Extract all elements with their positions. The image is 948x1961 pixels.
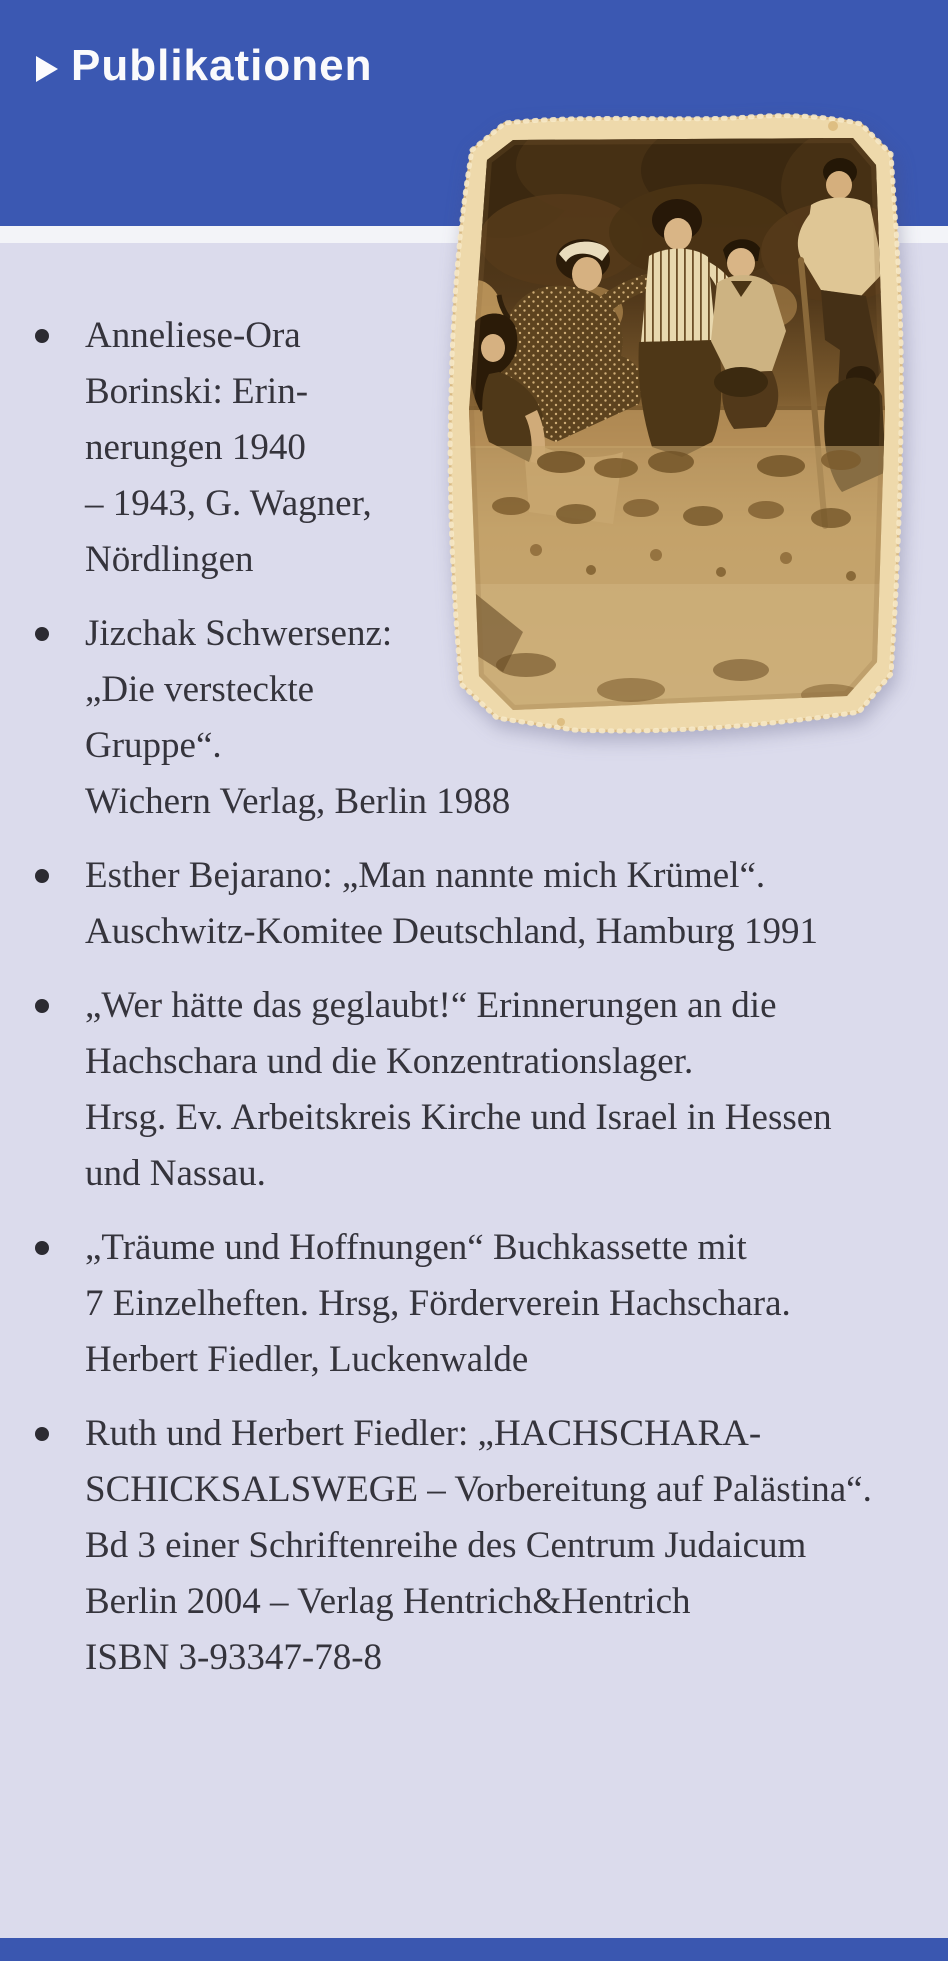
photo-scene (441, 113, 908, 714)
publication-line: Wichern Verlag, Berlin 1988 (85, 781, 511, 822)
publication-line: „Wer hätte das geglaubt!“ Erinnerungen an die (85, 985, 777, 1026)
footer-band (0, 1938, 948, 1961)
bullet-icon (35, 329, 49, 343)
publication-entry (0, 1220, 948, 1388)
group-photograph (441, 110, 908, 740)
publication-line: – 1943, G. Wagner, (85, 483, 372, 524)
publication-line: Bd 3 einer Schriftenreihe des Centrum Judaicum (85, 1525, 807, 1566)
publication-line: 7 Einzelheften. Hrsg, Förderverein Hachschara. (85, 1283, 791, 1324)
publication-line: „Die versteckte (85, 669, 315, 710)
arrow-right-icon (36, 56, 58, 82)
sepia-photo-illustration (441, 110, 908, 740)
publication-line: SCHICKSALSWEGE – Vorbereitung auf Palästina“. (85, 1469, 872, 1510)
publication-text (85, 848, 948, 960)
publication-text (85, 1220, 948, 1388)
publication-line: Hrsg. Ev. Arbeitskreis Kirche und Israel in Hessen (85, 1097, 832, 1138)
publication-text (85, 978, 948, 1202)
photo-garden-soil (465, 446, 889, 714)
bullet-icon (35, 1241, 49, 1255)
publication-line: Borinski: Erin- (85, 371, 309, 412)
bullet-icon (35, 869, 49, 883)
publication-line: Nördlingen (85, 539, 254, 580)
publication-text (85, 1406, 948, 1686)
header-title-row (36, 42, 372, 90)
page-title: Publikationen (71, 41, 373, 90)
bullet-icon (35, 999, 49, 1013)
publication-line: und Nassau. (85, 1153, 266, 1194)
publication-line: Jizchak Schwersenz: (85, 613, 393, 654)
publication-line: Gruppe“. (85, 725, 222, 766)
bullet-icon (35, 1427, 49, 1441)
publication-entry (0, 978, 948, 1202)
bullet-icon (35, 627, 49, 641)
publication-line: „Träume und Hoffnungen“ Buchkassette mit (85, 1227, 747, 1268)
publication-entry (0, 1406, 948, 1686)
publication-line: ISBN 3-93347-78-8 (85, 1637, 383, 1678)
publication-line: Anneliese-Ora (85, 315, 301, 356)
publication-line: Ruth und Herbert Fiedler: „HACHSCHARA- (85, 1413, 762, 1454)
publication-line: nerungen 1940 (85, 427, 306, 468)
publication-line: Auschwitz-Komitee Deutschland, Hamburg 1991 (85, 911, 818, 952)
publication-line: Hachschara und die Konzentrationslager. (85, 1041, 694, 1082)
publication-line: Herbert Fiedler, Luckenwalde (85, 1339, 529, 1380)
publication-line: Berlin 2004 – Verlag Hentrich&Hentrich (85, 1581, 691, 1622)
publication-entry (0, 848, 948, 960)
publication-line: Esther Bejarano: „Man nannte mich Krümel“. (85, 855, 766, 896)
